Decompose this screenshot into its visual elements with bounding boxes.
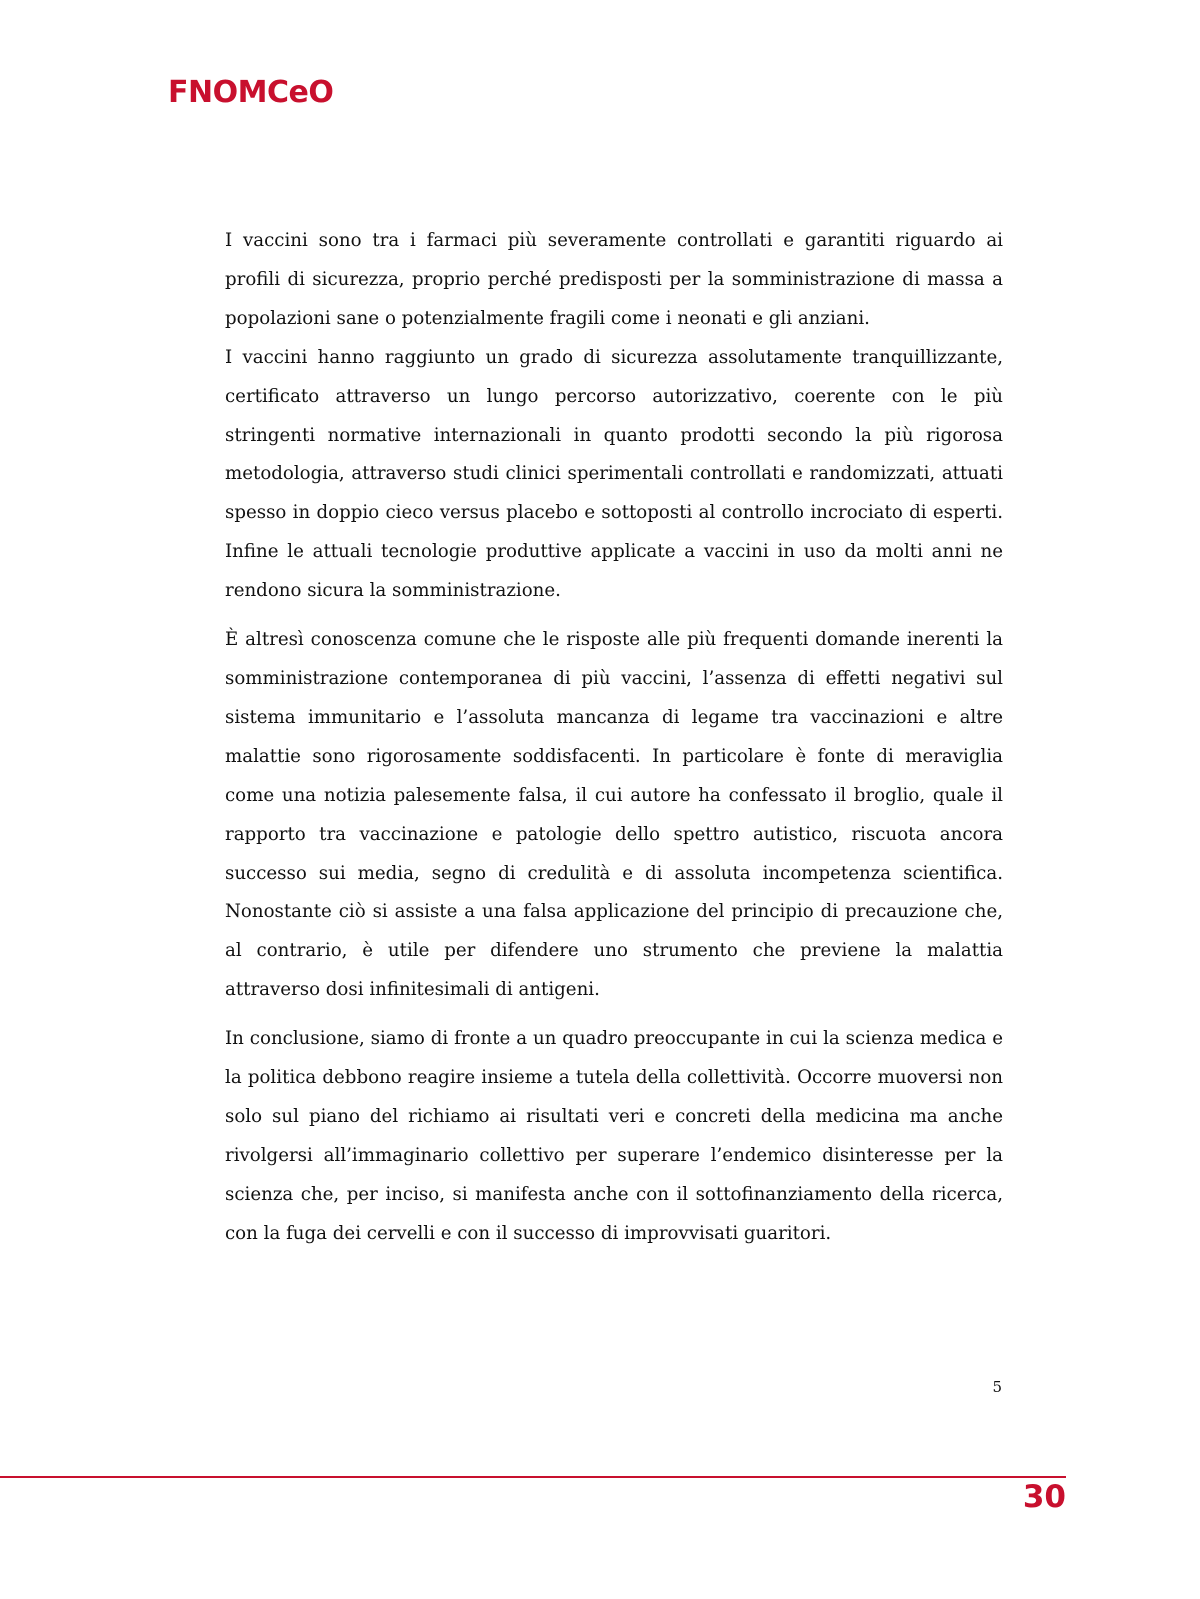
paragraph-vaccine-safety-intro: I vaccini sono tra i farmaci più severamente controllati e garantiti riguardo ai profili di sicurezza, proprio perché predisposti per la somministrazione di massa a popolazioni sane o potenzialmente fragili come i neonati e gli anziani.	[225, 230, 1003, 329]
fnomceo-logo: FNOMCeO	[168, 75, 334, 110]
paragraph-common-knowledge: È altresì conoscenza comune che le risposte alle più frequenti domande inerenti la somministrazione contemporanea di più vaccini, l’assenza di effetti negativi sul sistema immunitario e l’assoluta mancanza di legame tra vaccinazioni e altre malattie sono rigorosamente soddisfacenti. In particolare è fonte di meraviglia come una notizia palesemente falsa, il cui autore ha confessato il broglio, quale il rapporto tra vaccinazione e patologie dello spettro autistico, riscuota ancora successo sui media, segno di credulità e di assoluta incompetenza scientifica. Nonostante ciò si assiste a una falsa applicazione del principio di precauzione che, al contrario, è utile per difendere uno strumento che previene la malattia attraverso dosi infinitesimali di antigeni.	[225, 629, 1003, 1001]
publication-page-number: 30	[1022, 1479, 1066, 1515]
document-page-number: 5	[992, 1378, 1002, 1396]
footer-divider	[0, 1476, 1066, 1478]
document-body	[225, 222, 1003, 1254]
paragraph-authorization-process: I vaccini hanno raggiunto un grado di sicurezza assolutamente tranquillizzante, certificato attraverso un lungo percorso autorizzativo, coerente con le più stringenti normative internazionali in quanto prodotti secondo la più rigorosa metodologia, attraverso studi clinici sperimentali controllati e randomizzati, attuati spesso in doppio cieco versus placebo e sottoposti al controllo incrociato di esperti. Infine le attuali tecnologie produttive applicate a vaccini in uso da molti anni ne rendono sicura la somministrazione.	[225, 346, 1003, 602]
paragraph-conclusion: In conclusione, siamo di fronte a un quadro preoccupante in cui la scienza medica e la politica debbono reagire insieme a tutela della collettività. Occorre muoversi non solo sul piano del richiamo ai risultati veri e concreti della medicina ma anche rivolgersi all’immaginario collettivo per superare l’endemico disinteresse per la scienza che, per inciso, si manifesta anche con il sottofinanziamento della ricerca, con la fuga dei cervelli e con il successo di improvvisati guaritori.	[225, 1028, 1003, 1244]
